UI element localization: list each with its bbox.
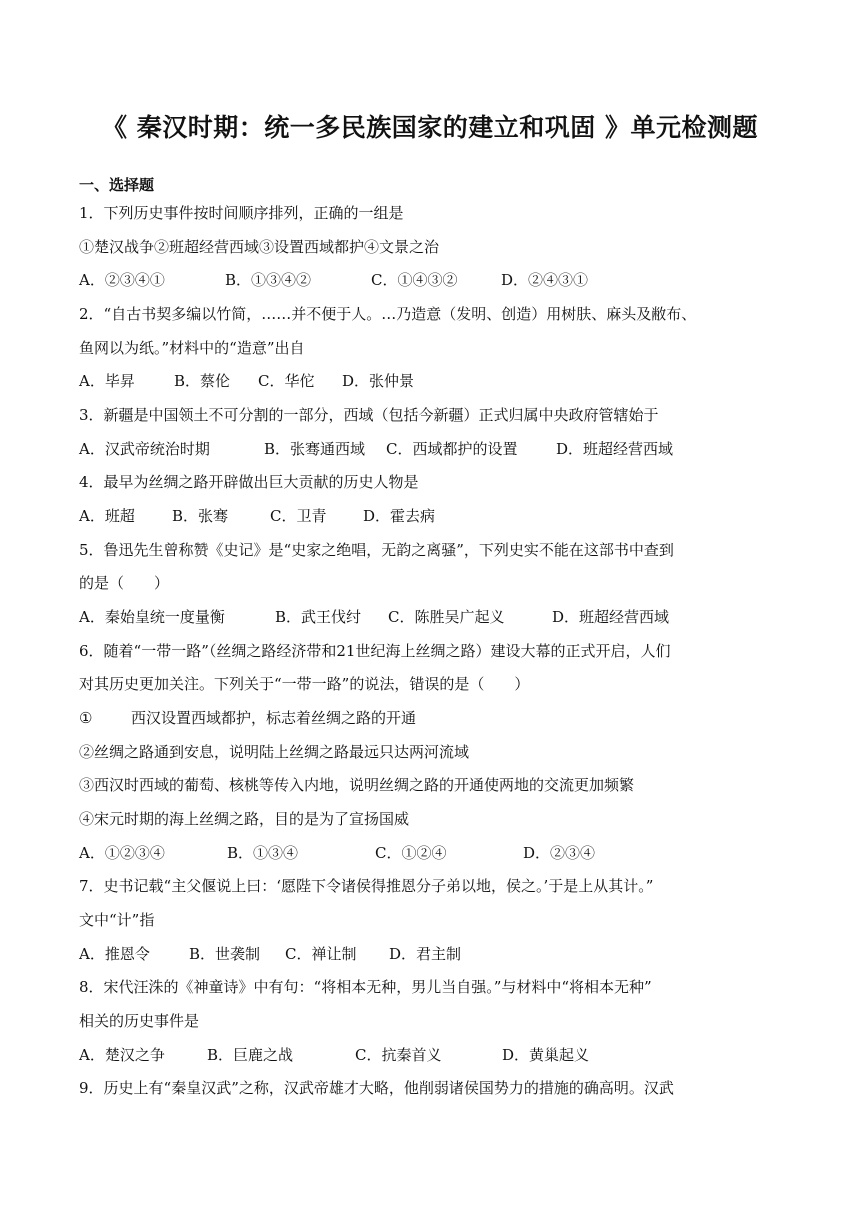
option-d: D．班超经营西域: [556, 440, 674, 458]
option-a: A．推恩令: [79, 945, 150, 963]
option-c: C．抗秦首义: [355, 1046, 442, 1064]
question-6-stem-line1: 6．随着“一带一路”（丝绸之路经济带和21世纪海上丝绸之路）建设大幕的正式开启，人们: [79, 642, 671, 660]
question-4-options: [79, 506, 789, 526]
question-7-stem-line2: 文中“计”指: [79, 911, 155, 929]
option-c: C．卫青: [270, 507, 327, 525]
question-6-item-4: ④宋元时期的海上丝绸之路，目的是为了宣扬国威: [79, 810, 410, 828]
question-1-stem: 1．下列历史事件按时间顺序排列，正确的一组是: [79, 204, 404, 222]
question-7-options: [79, 944, 789, 964]
option-d: D．黄巢起义: [502, 1046, 590, 1064]
option-c: C．华佗: [258, 372, 315, 390]
question-1-items: ①楚汉战争②班超经营西域③设置西域都护④文景之治: [79, 238, 440, 256]
question-6-item-1: [79, 708, 789, 728]
question-9-stem-line1: 9．历史上有“秦皇汉武”之称，汉武帝雄才大略，他削弱诸侯国势力的措施的确高明。汉武: [79, 1079, 674, 1097]
option-d: D．霍去病: [363, 507, 436, 525]
page-title: 《 秦汉时期：统一多民族国家的建立和巩固 》单元检测题: [102, 113, 758, 142]
question-5-stem-line2: 的是（ ）: [79, 574, 170, 592]
option-a: A．楚汉之争: [79, 1046, 165, 1064]
question-1-options: [79, 270, 789, 290]
option-b: B．世袭制: [189, 945, 261, 963]
option-c: C．陈胜吴广起义: [388, 608, 505, 626]
option-b: B．巨鹿之战: [207, 1046, 294, 1064]
question-6-options: [79, 843, 789, 863]
option-d: D．班超经营西域: [552, 608, 670, 626]
option-b: B．张骞: [172, 507, 229, 525]
question-5-options: [79, 607, 789, 627]
question-5-stem-line1: 5．鲁迅先生曾称赞《史记》是“史家之绝唱，无韵之离骚”，下列史实不能在这部书中查到: [79, 541, 674, 559]
option-c: C．①④③②: [371, 271, 458, 289]
option-a: A．②③④①: [79, 271, 165, 289]
question-7-stem-line1: 7．史书记载“主父偃说上曰：‘愿陛下令诸侯得推恩分子弟以地，侯之。’于是上从其计。”: [79, 877, 654, 895]
option-b: B．①③④②: [225, 271, 312, 289]
question-2-stem-line2: 鱼网以为纸。”材料中的“造意”出自: [79, 339, 305, 357]
question-3-stem: 3．新疆是中国领土不可分割的一部分，西域（包括今新疆）正式归属中央政府管辖始于: [79, 406, 659, 424]
option-a: A．班超: [79, 507, 135, 525]
option-b: B．①③④: [227, 844, 299, 862]
option-d: D．张仲景: [342, 372, 415, 390]
option-a: A．秦始皇统一度量衡: [79, 608, 225, 626]
question-2-options: [79, 371, 789, 391]
option-a: A．毕昇: [79, 372, 135, 390]
section-heading: 一、选择题: [79, 176, 155, 194]
option-d: D．②③④: [523, 844, 596, 862]
option-b: B．武王伐纣: [275, 608, 362, 626]
option-c: C．西域都护的设置: [386, 440, 518, 458]
question-3-options: [79, 439, 789, 459]
option-c: C．禅让制: [285, 945, 357, 963]
question-8-stem-line1: 8．宋代汪洙的《神童诗》中有句：“将相本无种，男儿当自强。”与材料中“将相本无种”: [79, 978, 652, 996]
item-number: ①: [79, 709, 93, 727]
question-8-options: [79, 1045, 789, 1065]
question-6-stem-line2: 对其历史更加关注。下列关于“一带一路”的说法，错误的是（ ）: [79, 675, 530, 693]
question-2-stem-line1: 2．“自古书契多编以竹简，……并不便于人。…乃造意（发明、创造）用树肤、麻头及敝布、: [79, 305, 697, 323]
question-4-stem: 4．最早为丝绸之路开辟做出巨大贡献的历史人物是: [79, 473, 419, 491]
item-text: 西汉设置西域都护，标志着丝绸之路的开通: [131, 709, 417, 727]
option-d: D．君主制: [389, 945, 462, 963]
option-b: B．蔡伦: [174, 372, 231, 390]
question-6-item-2: ②丝绸之路通到安息，说明陆上丝绸之路最远只达两河流域: [79, 743, 470, 761]
option-a: A．①②③④: [79, 844, 165, 862]
question-8-stem-line2: 相关的历史事件是: [79, 1012, 200, 1030]
option-a: A．汉武帝统治时期: [79, 440, 210, 458]
option-d: D．②④③①: [501, 271, 589, 289]
question-6-item-3: ③西汉时西域的葡萄、核桃等传入内地，说明丝绸之路的开通使两地的交流更加频繁: [79, 776, 635, 794]
option-b: B．张骞通西域: [264, 440, 366, 458]
option-c: C．①②④: [375, 844, 447, 862]
